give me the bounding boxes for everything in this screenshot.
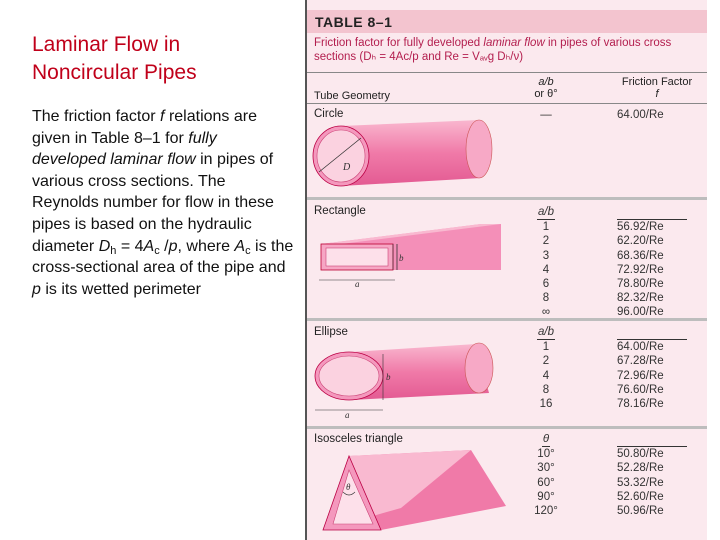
triangle-ff-value-0: 50.80/Re	[617, 448, 664, 461]
triangle-duct-illustration	[311, 448, 516, 538]
rectangle-ab-value-1: 2	[542, 235, 550, 248]
caption-part-a: Friction factor for fully developed	[314, 37, 484, 49]
slide-title	[32, 31, 292, 87]
triangle-ab-value-4: 120°	[534, 505, 558, 518]
title-line-2: Noncircular Pipes	[32, 61, 197, 84]
body-text-6: /	[159, 237, 169, 255]
rectangle-ab-value-5: 8	[542, 292, 550, 305]
caption-part-c: in pipes of various cross	[544, 37, 672, 49]
caption-part-b: laminar flow	[483, 37, 545, 49]
table-label: TABLE 8–1	[315, 14, 393, 30]
ellipse-ff-value-1: 67.28/Re	[617, 355, 664, 368]
triangle-ff-value-2: 53.32/Re	[617, 476, 664, 489]
header-bottom-rule	[307, 103, 707, 104]
symbol-p: p	[168, 237, 178, 255]
rectangle-ff-value-6: 96.00/Re	[617, 306, 664, 319]
triangle-ab-column	[527, 432, 565, 518]
col-head-ab	[527, 76, 565, 100]
triangle-ab-value-0: 10°	[537, 448, 555, 461]
triangle-ff-column	[617, 432, 687, 518]
section-circle-label: Circle	[314, 108, 344, 120]
ellipse-ab-value-1: 2	[542, 355, 550, 368]
sep-rectangle	[307, 197, 707, 200]
body-text-9: is its wetted perimeter	[40, 280, 201, 298]
ellipse-ff-column	[617, 325, 687, 411]
table-panel	[305, 0, 707, 540]
body-text-1: The friction factor	[32, 108, 161, 125]
ellipse-ab-subhead: a/b	[537, 325, 555, 340]
body-text-8: is the cross-sectional area of the pipe and	[32, 237, 294, 277]
caption-line-1	[314, 36, 704, 50]
rectangle-ff-value-2: 68.36/Re	[617, 249, 664, 262]
section-triangle-label: Isosceles triangle	[314, 433, 403, 445]
rectangle-ab-value-0: 1	[542, 221, 550, 234]
rectangle-dim-a: a	[355, 279, 360, 289]
symbol-dh: D	[98, 237, 111, 255]
rectangle-ab-column	[527, 205, 565, 320]
ellipse-ab-value-0: 1	[542, 341, 550, 354]
rectangle-ab-value-3: 4	[542, 263, 550, 276]
header-top-rule	[307, 72, 707, 73]
circle-ab: —	[540, 109, 552, 121]
triangle-ff-subhead-rule	[617, 432, 687, 447]
symbol-dh-sub: h	[110, 244, 117, 257]
circle-ff: 64.00/Re	[617, 109, 664, 121]
triangle-ab-value-3: 90°	[537, 490, 555, 503]
rectangle-ab-value-2: 3	[542, 249, 550, 262]
ellipse-tube-illustration	[311, 338, 516, 420]
circle-tube-illustration	[311, 116, 516, 192]
rectangle-dim-b: b	[399, 253, 404, 263]
circle-dim-d: D	[343, 162, 351, 173]
rectangle-ab-value-4: 6	[542, 278, 550, 291]
triangle-ff-value-1: 52.28/Re	[617, 462, 664, 475]
table-caption	[314, 36, 704, 64]
body-text-2: relations are given in Table 8–1 for	[32, 108, 257, 147]
body-text-italic: fully developed laminar flow	[32, 129, 217, 169]
symbol-ac-sub: c	[154, 244, 160, 257]
ellipse-dim-a: a	[345, 410, 350, 420]
rectangle-ff-value-1: 62.20/Re	[617, 235, 664, 248]
rectangle-ff-column	[617, 205, 687, 320]
triangle-ab-value-1: 30°	[537, 462, 555, 475]
col-head-ab-2: or θ°	[534, 88, 558, 100]
ellipse-ff-value-4: 78.16/Re	[617, 398, 664, 410]
sep-triangle	[307, 426, 707, 429]
symbol-p-2: p	[32, 280, 41, 298]
section-ellipse-label: Ellipse	[314, 326, 348, 338]
triangle-dim-theta: θ	[346, 482, 351, 492]
triangle-ff-value-3: 52.60/Re	[617, 490, 664, 503]
body-text-5: = 4	[116, 237, 144, 255]
ellipse-ff-subhead-rule	[617, 325, 687, 340]
col-head-ff	[612, 76, 702, 100]
sep-ellipse	[307, 318, 707, 321]
rectangle-ff-value-0: 56.92/Re	[617, 221, 664, 234]
rectangle-ff-value-5: 82.32/Re	[617, 292, 664, 305]
caption-line-2: sections (Dₕ = 4Aᴄ/p and Re = Vₐᵥg Dₕ/ν)	[314, 51, 524, 63]
triangle-ff-value-4: 50.96/Re	[617, 505, 664, 517]
ellipse-ff-value-3: 76.60/Re	[617, 383, 664, 396]
symbol-ac-2: A	[234, 237, 246, 255]
symbol-ac-2-sub: c	[245, 244, 251, 257]
rectangle-duct-illustration	[311, 222, 516, 294]
ellipse-ab-column	[527, 325, 565, 411]
ellipse-ff-value-2: 72.96/Re	[617, 369, 664, 382]
triangle-ab-subhead: θ	[542, 432, 550, 447]
slide-body-text	[32, 106, 294, 300]
rectangle-ab-subhead: a/b	[537, 205, 555, 220]
col-head-ff-1: Friction Factor	[621, 76, 693, 88]
ellipse-dim-b: b	[386, 372, 391, 382]
title-line-1: Laminar Flow in	[32, 33, 181, 56]
rectangle-ff-value-3: 72.92/Re	[617, 263, 664, 276]
ellipse-ab-value-3: 8	[542, 383, 550, 396]
rectangle-ff-value-4: 78.80/Re	[617, 278, 664, 290]
rectangle-ab-value-6: ∞	[541, 306, 551, 319]
rectangle-ff-subhead-rule	[617, 205, 687, 220]
body-text-4: in pipes of various cross sections. The Reynolds number for flow in these pipes is based on the hydraulic diameter	[32, 151, 274, 255]
col-head-ab-1: a/b	[538, 76, 554, 88]
triangle-ab-value-2: 60°	[537, 476, 555, 489]
ellipse-ab-value-2: 4	[542, 369, 550, 382]
col-head-geometry: Tube Geometry	[314, 90, 391, 102]
col-head-ff-2: f	[655, 88, 659, 100]
symbol-f: f	[160, 108, 165, 125]
ellipse-ff-value-0: 64.00/Re	[617, 341, 664, 354]
body-text-7: , where	[177, 237, 235, 255]
symbol-ac: A	[143, 237, 155, 255]
section-rectangle-label: Rectangle	[314, 205, 366, 217]
ellipse-ab-value-4: 16	[539, 398, 553, 411]
